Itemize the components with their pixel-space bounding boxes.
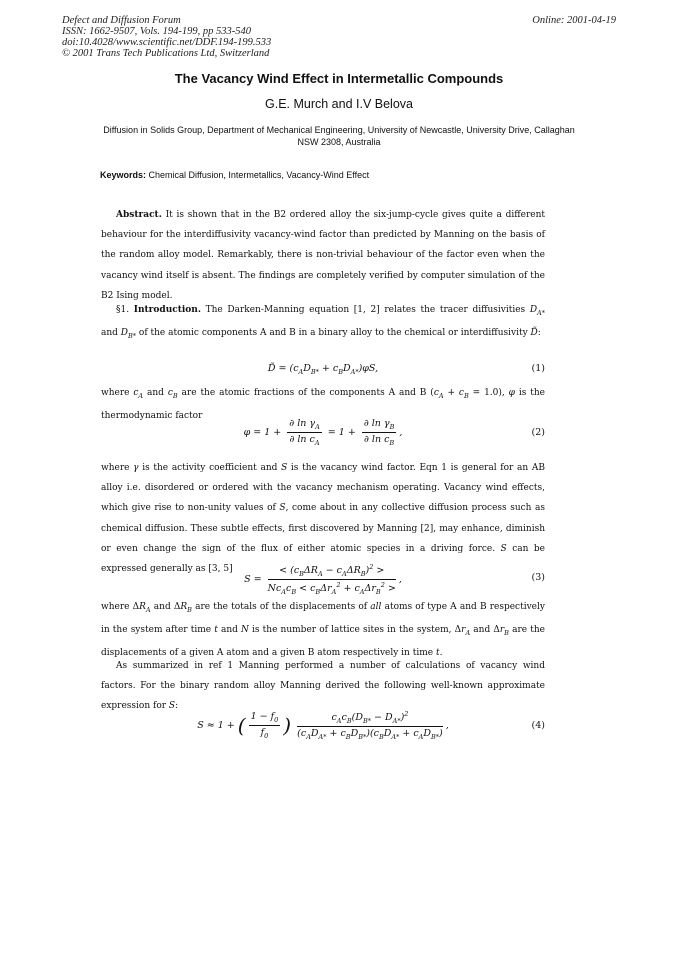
keywords — [100, 170, 580, 180]
journal-name: Defect and Diffusion Forum — [62, 15, 181, 26]
equation-3: S = $\frac{< (c_B\Delta R_A - c_A\Delta R_B)^2 >}{Nc_Ac_B < c_B\Delta r_A^2 + c_A\Delta r_B^2 >}$ , (3) — [244, 563, 545, 597]
section-number: §1. — [116, 305, 130, 315]
affiliation: Diffusion in Solids Group, Department of Mechanical Engineering, University of Newcastle, University Drive, Callaghan NSW 2308, Australia — [103, 125, 575, 147]
issn-line: ISSN: 1662-9507, Vols. 194-199, pp 533-540 — [62, 26, 251, 37]
equation-2: φ = 1 + $\frac{\partial \ln \gamma_A}{\partial \ln c_A}$ = 1 + $\frac{\partial \ln \gamma_B}{\partial \ln c_B}$ , (2) — [243, 418, 545, 447]
equation-1: D̃ = $(c_AD_{B*} + c_BD_{A*})\varphi S$, (1) — [267, 363, 545, 376]
keywords-label: Keywords: — [100, 170, 147, 180]
eq3-explanation: where $\Delta R_A$ and $\Delta R_B$ are the totals of the displacements of all atoms of type A and B respectively in the system after time t and N is the number of lattice sites in the system, $\Delta r_A$ and $\Delta r_B$ are the displacements of a given A atom and a given B atom respectively in time t. — [101, 602, 545, 658]
abstract-label: Abstract. — [116, 210, 162, 220]
keywords-text: Chemical Diffusion, Intermetallics, Vacancy-Wind Effect — [148, 170, 370, 180]
equation-4-number: (4) — [531, 720, 545, 731]
paper-authors: G.E. Murch and I.V Belova — [265, 97, 413, 111]
abstract-text: It is shown that in the B2 ordered alloy the six-jump-cycle gives quite a different behaviour for the interdiffusivity vacancy-wind factor than predicted by Manning on the basis of the random alloy model. Remarkably, there is non-trivial behaviour of the factor even when the vacancy wind itself is absent. The findings are completely verified by computer simulation of the B2 Ising model. — [101, 210, 545, 301]
copyright-line: © 2001 Trans Tech Publications Ltd, Switzerland — [62, 48, 270, 59]
eq2-explanation: where γ is the activity coefficient and S is the vacancy wind factor. Eqn 1 is general for an AB alloy i.e. disordered or ordered with the vacancy mechanism operating. Vacancy wind effects, which give rise to non-unity values of S, come about in any collective diffusion process such as chemical diffusion. These subtle effects, first discovered by Manning [2], may enhance, diminish or even change the sign of the flux of either atomic species in a driving force. S can be expressed generally as [3, 5] — [101, 463, 545, 575]
online-date: Online: 2001-04-19 — [532, 15, 616, 26]
section-title: Introduction. — [133, 305, 201, 315]
paper-title: The Vacancy Wind Effect in Intermetallic Compounds — [174, 71, 504, 86]
manning-text: As summarized in ref 1 Manning performed a number of calculations of vacancy wind factors. For the binary random alloy Manning derived the following well-known approximate expression for — [101, 661, 545, 712]
equation-1-number: (1) — [531, 363, 545, 374]
intro-paragraph: §1. Introduction. The Darken-Manning equation [1, 2] relates the tracer diffusivities $D_{A*}$ and $D_{B*}$ of the atomic components A and B in a binary alloy to the chemical or interdiffusivity D̃: — [101, 305, 545, 340]
publication-info — [62, 15, 271, 59]
abstract-paragraph — [101, 205, 545, 306]
eq1-explanation: where $c_A$ and $c_B$ are the atomic fractions of the components A and B $(c_A + c_B = 1.0)$, φ is the thermodynamic factor — [101, 388, 546, 421]
doi-line: doi:10.4028/www.scientific.net/DDF.194-199.533 — [62, 37, 272, 48]
equation-4: S ≈ 1 + ( $\frac{1 - f_0}{f_0}$ ) $\frac{c_Ac_B(D_{B*} - D_{A*})^2}{(c_AD_{A*} + c_BD_{B*})(c_BD_{A*} + c_AD_{B*})}$ , (4) — [197, 710, 545, 741]
equation-2-number: (2) — [531, 427, 545, 438]
equation-3-number: (3) — [531, 572, 545, 583]
manning-paragraph: As summarized in ref 1 Manning performed a number of calculations of vacancy wind factors. For the binary random alloy Manning derived the following well-known approximate expression for S: — [101, 661, 545, 712]
